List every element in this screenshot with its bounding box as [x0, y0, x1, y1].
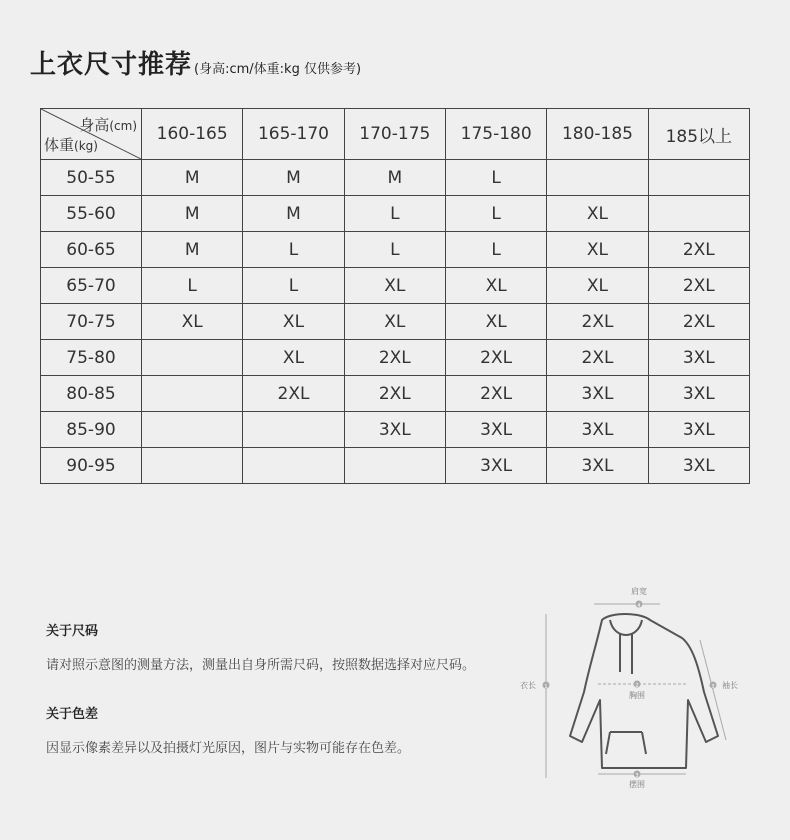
size-cell: L: [344, 196, 445, 232]
title-subtitle: (身高:cm/体重:kg 仅供参考): [194, 62, 362, 77]
size-cell: XL: [547, 232, 648, 268]
size-cell: M: [142, 160, 243, 196]
color-text: 因显示像素差异以及拍摄灯光原因，图片与实物可能存在色差。: [46, 741, 411, 756]
size-cell: [142, 412, 243, 448]
size-cell: XL: [142, 304, 243, 340]
shoulder-label: 肩宽: [631, 587, 647, 596]
row-header: 90-95: [41, 448, 142, 484]
size-cell: XL: [445, 304, 546, 340]
row-header: 60-65: [41, 232, 142, 268]
size-cell: L: [243, 232, 344, 268]
table-row: [41, 376, 750, 412]
size-cell: 3XL: [547, 376, 648, 412]
table-row: [41, 232, 750, 268]
size-cell: 2XL: [344, 340, 445, 376]
row-header: 85-90: [41, 412, 142, 448]
size-cell: 2XL: [445, 340, 546, 376]
column-header: 180-185: [547, 109, 648, 160]
size-cell: [547, 160, 648, 196]
size-cell: M: [344, 160, 445, 196]
size-cell: M: [142, 196, 243, 232]
table-row: [41, 448, 750, 484]
table-corner: [41, 109, 142, 160]
column-header: 160-165: [142, 109, 243, 160]
size-cell: 3XL: [648, 448, 749, 484]
size-cell: M: [142, 232, 243, 268]
hem-number: 3: [635, 773, 639, 779]
size-cell: 3XL: [547, 448, 648, 484]
size-cell: [648, 160, 749, 196]
sleeve-label: 袖长: [722, 681, 738, 690]
size-cell: 2XL: [648, 268, 749, 304]
drawstring-icon: [620, 634, 632, 674]
column-header: 175-180: [445, 109, 546, 160]
size-cell: 3XL: [648, 376, 749, 412]
size-cell: [344, 448, 445, 484]
chest-label: 胸围: [629, 691, 645, 700]
table-header-row: [41, 109, 750, 160]
size-cell: XL: [547, 268, 648, 304]
column-header: 170-175: [344, 109, 445, 160]
size-cell: 2XL: [243, 376, 344, 412]
row-header: 80-85: [41, 376, 142, 412]
size-cell: L: [445, 232, 546, 268]
row-header: 50-55: [41, 160, 142, 196]
size-cell: XL: [344, 304, 445, 340]
corner-height-label: 身高(cm): [79, 116, 137, 134]
hem-label: 摆围: [629, 780, 645, 789]
table-row: [41, 268, 750, 304]
table-row: [41, 196, 750, 232]
size-cell: XL: [547, 196, 648, 232]
size-cell: 2XL: [547, 340, 648, 376]
size-table: [40, 108, 750, 484]
shoulder-number: 4: [637, 603, 641, 609]
row-header: 65-70: [41, 268, 142, 304]
table-row: [41, 340, 750, 376]
column-header: 185以上: [648, 109, 749, 160]
size-cell: XL: [243, 304, 344, 340]
size-cell: XL: [243, 340, 344, 376]
size-cell: L: [445, 160, 546, 196]
title-main: 上衣尺寸推荐: [30, 50, 193, 80]
size-cell: 2XL: [648, 232, 749, 268]
size-cell: 3XL: [648, 340, 749, 376]
size-cell: [142, 340, 243, 376]
size-cell: [243, 448, 344, 484]
length-label: 衣长: [520, 681, 536, 690]
sleeve-number: 3: [711, 684, 715, 690]
table-row: [41, 304, 750, 340]
size-cell: 2XL: [344, 376, 445, 412]
pocket-icon: [606, 732, 646, 754]
column-header: 165-170: [243, 109, 344, 160]
row-header: 70-75: [41, 304, 142, 340]
hoodie-measurement-diagram: [510, 582, 760, 792]
size-cell: [142, 448, 243, 484]
size-cell: L: [142, 268, 243, 304]
size-cell: XL: [445, 268, 546, 304]
hood-icon: [610, 620, 642, 635]
size-cell: 2XL: [445, 376, 546, 412]
size-text: 请对照示意图的测量方法，测量出自身所需尺码，按照数据选择对应尺码。: [46, 658, 476, 673]
size-cell: 2XL: [547, 304, 648, 340]
chest-number: 2: [635, 683, 639, 689]
table-row: [41, 160, 750, 196]
table-row: [41, 412, 750, 448]
size-cell: [243, 412, 344, 448]
row-header: 75-80: [41, 340, 142, 376]
size-cell: L: [243, 268, 344, 304]
size-cell: 3XL: [344, 412, 445, 448]
page-title: [30, 44, 361, 81]
size-heading: 关于尺码: [46, 624, 99, 639]
length-number: 1: [544, 684, 548, 690]
size-cell: 3XL: [648, 412, 749, 448]
info-section: [46, 620, 486, 786]
corner-weight-label: 体重(kg): [44, 136, 98, 154]
size-cell: 2XL: [648, 304, 749, 340]
size-cell: M: [243, 160, 344, 196]
size-cell: 3XL: [547, 412, 648, 448]
size-cell: L: [445, 196, 546, 232]
size-cell: M: [243, 196, 344, 232]
row-header: 55-60: [41, 196, 142, 232]
color-heading: 关于色差: [46, 707, 99, 722]
size-cell: [142, 376, 243, 412]
size-cell: 3XL: [445, 412, 546, 448]
size-cell: XL: [344, 268, 445, 304]
size-cell: [648, 196, 749, 232]
size-cell: 3XL: [445, 448, 546, 484]
size-cell: L: [344, 232, 445, 268]
